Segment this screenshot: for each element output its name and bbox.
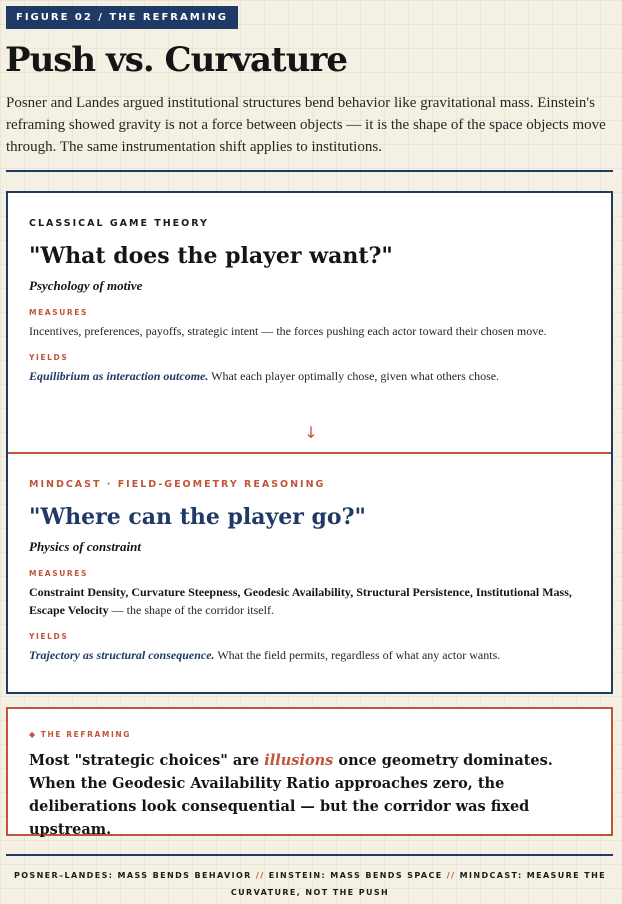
bottom-divider	[6, 854, 613, 856]
reframing-text-before: Most "strategic choices" are	[29, 752, 265, 769]
footer-part-1: POSNER–LANDES: MASS BENDS BEHAVIOR	[13, 871, 252, 880]
intro-paragraph: Posner and Landes argued institutional structures bend behavior like gravitational mass. Einstein's reframing showed gravity is not a force between objects — it is the shape of the space objects move through. The same instrumentation shift applies to institutions.	[6, 95, 606, 155]
mindcast-kicker: MINDCAST · FIELD-GEOMETRY REASONING	[29, 479, 326, 490]
reframing-kicker-label: THE REFRAMING	[40, 730, 131, 739]
mindcast-yields-text: What the field permits, regardless of what any actor wants.	[214, 648, 501, 662]
classical-measures-text: Incentives, preferences, payoffs, strategic intent — the forces pushing each actor toward their chosen move.	[29, 324, 547, 338]
mindcast-subtitle: Physics of constraint	[29, 539, 141, 554]
mindcast-yields	[29, 646, 599, 664]
footer-separator-2: //	[446, 871, 456, 880]
mindcast-measures-label: MEASURES	[29, 569, 88, 578]
down-arrow-icon: ↓	[304, 423, 318, 442]
classical-yields	[29, 367, 599, 385]
mindcast-question: "Where can the player go?"	[29, 504, 366, 530]
classical-measures-label: MEASURES	[29, 308, 88, 317]
comparison-panel	[6, 191, 613, 694]
figure-badge: FIGURE 02 / THE REFRAMING	[6, 6, 238, 29]
page-title: Push vs. Curvature	[5, 40, 348, 80]
classical-yields-emphasis: Equilibrium as interaction outcome.	[29, 369, 209, 383]
footer-separator-1: //	[255, 871, 265, 880]
classical-question: "What does the player want?"	[29, 243, 393, 269]
mindcast-measures	[29, 583, 599, 619]
mindcast-measures-text: — the shape of the corridor itself.	[108, 603, 274, 617]
reframing-highlight: illusions	[264, 752, 334, 769]
footer-caption	[10, 867, 610, 901]
classical-kicker: CLASSICAL GAME THEORY	[29, 218, 209, 229]
footer-part-3: MINDCAST: MEASURE THE CURVATURE, NOT THE PUSH	[230, 871, 607, 897]
reframing-text	[29, 749, 599, 841]
footer-part-2: EINSTEIN: MASS BENDS SPACE	[268, 871, 443, 880]
mindcast-section	[29, 478, 599, 664]
reframing-callout	[6, 707, 613, 836]
mindcast-yields-label: YIELDS	[29, 632, 69, 641]
top-divider	[6, 170, 613, 172]
mindcast-yields-emphasis: Trajectory as structural consequence.	[29, 648, 215, 662]
classical-yields-label: YIELDS	[29, 353, 69, 362]
classical-section	[29, 217, 599, 385]
diamond-icon: ◆	[29, 730, 37, 739]
mindcast-measures-terms: Constraint Density, Curvature Steepness, Geodesic Availability, Structural Persistence, Institutional Mass, Escape Velocity	[29, 585, 572, 617]
reframing-text-after: once geometry dominates. When the Geodesic Availability Ratio approaches zero, the deliberations look consequential — but the corridor was fixed upstream.	[29, 752, 553, 838]
classical-subtitle: Psychology of motive	[29, 278, 143, 293]
classical-yields-text: What each player optimally chose, given what others chose.	[208, 369, 500, 383]
section-divider	[8, 452, 611, 454]
reframing-kicker	[29, 729, 131, 741]
